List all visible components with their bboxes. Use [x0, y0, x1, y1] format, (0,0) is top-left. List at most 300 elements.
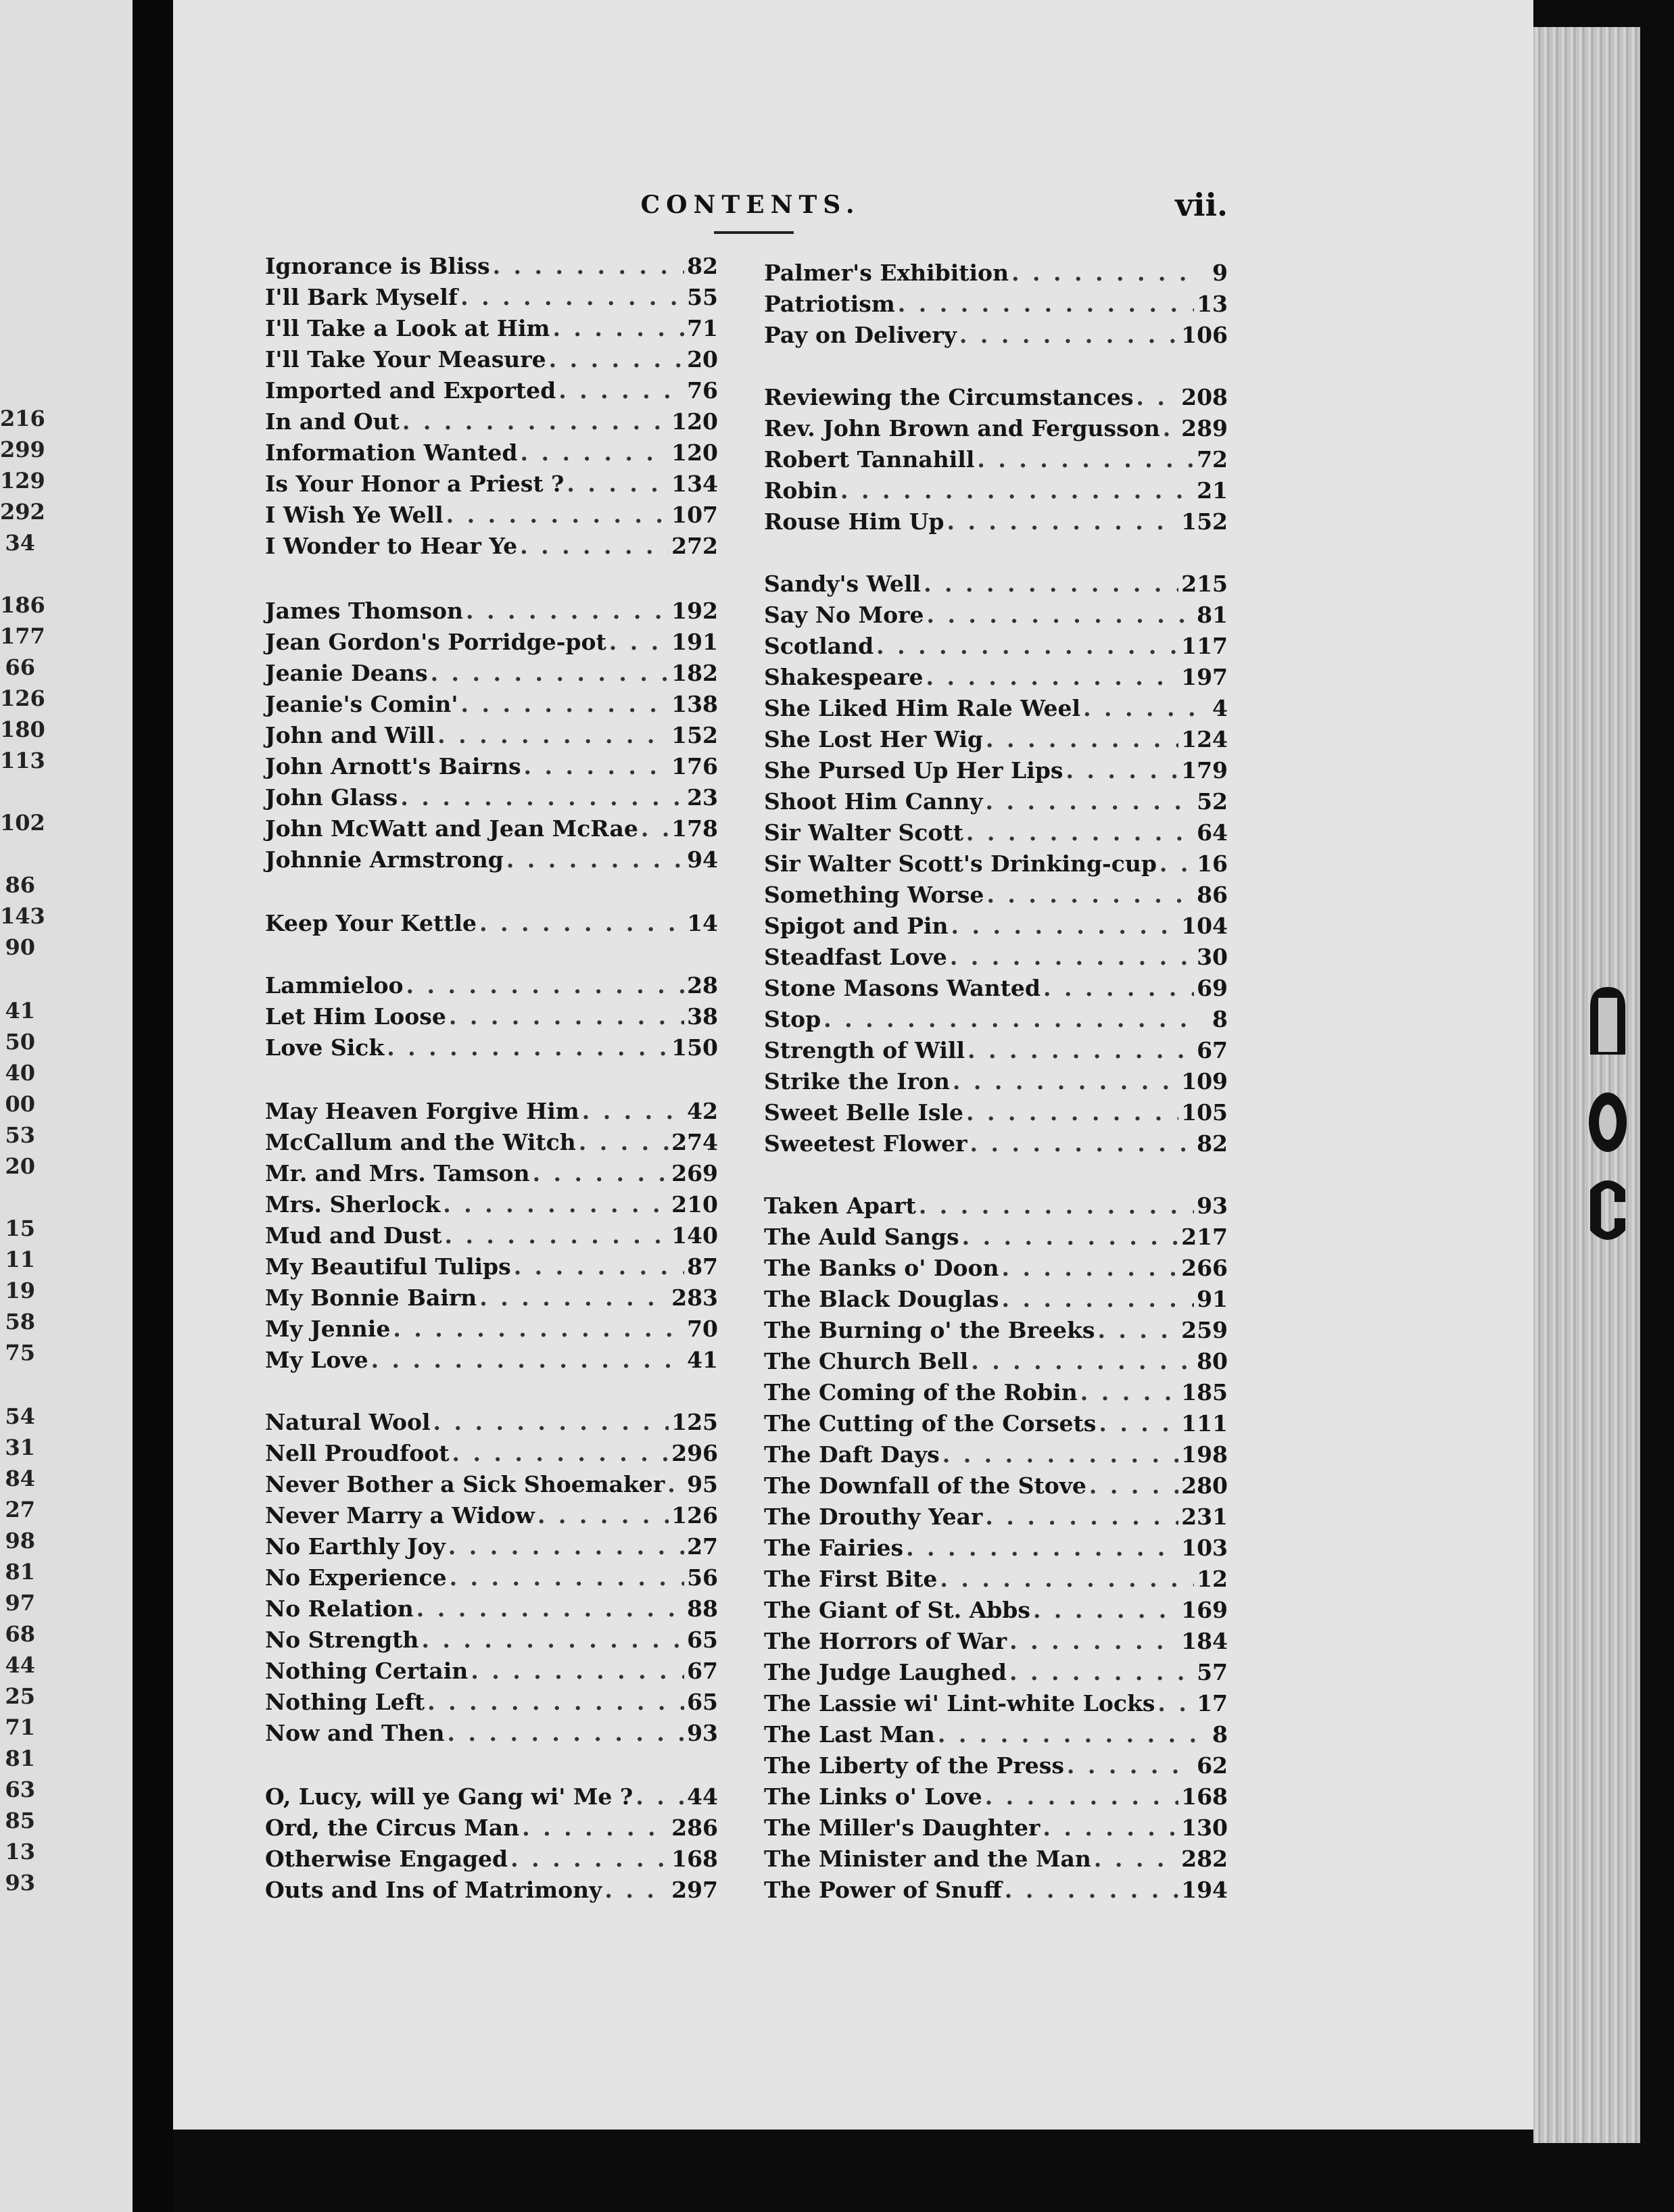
- facing-page-number: 180: [0, 717, 45, 742]
- entry-page-number: 169: [1181, 1597, 1228, 1623]
- contents-entry: [764, 1379, 1228, 1410]
- entry-title: Nothing Certain: [265, 1658, 469, 1684]
- entry-page-number: 182: [671, 660, 718, 686]
- entry-page-number: 168: [671, 1846, 718, 1872]
- entry-title: She Pursed Up Her Lips: [764, 757, 1063, 784]
- entry-title: Robin: [764, 477, 838, 504]
- contents-entry: [265, 1034, 718, 1065]
- entry-page-number: 9: [1212, 260, 1228, 286]
- dot-leader: [966, 819, 1194, 846]
- dot-leader: [942, 1441, 1178, 1468]
- entry-page-number: 152: [1181, 508, 1228, 535]
- contents-entry: [764, 1659, 1228, 1690]
- entry-page-number: 65: [687, 1627, 718, 1653]
- entry-page-number: 179: [1181, 757, 1228, 784]
- facing-page-number: 129: [0, 468, 45, 494]
- dot-leader: [1043, 1814, 1178, 1841]
- contents-entry: [265, 846, 718, 877]
- entry-title: Sir Walter Scott's Drinking-cup: [764, 850, 1157, 877]
- dot-leader: [371, 1347, 684, 1373]
- entry-title: I Wish Ye Well: [265, 502, 444, 528]
- entry-title: I'll Take a Look at Him: [265, 315, 550, 341]
- dot-leader: [959, 322, 1178, 348]
- facing-page-number: 41: [5, 998, 35, 1024]
- contents-entry: [764, 1317, 1228, 1348]
- entry-page-number: 109: [1181, 1068, 1228, 1095]
- dot-leader: [522, 1814, 669, 1841]
- dot-leader: [1159, 850, 1194, 877]
- entry-page-number: 191: [671, 629, 718, 655]
- entry-title: Keep Your Kettle: [265, 910, 477, 936]
- facing-page-number: 40: [5, 1060, 35, 1086]
- entry-title: The Minister and the Man: [764, 1846, 1091, 1872]
- entry-title: The Burning o' the Breeks: [764, 1317, 1095, 1343]
- entry-title: Spigot and Pin: [764, 913, 949, 939]
- facing-page-number: 216: [0, 406, 45, 431]
- entry-page-number: 107: [671, 502, 718, 528]
- facing-page-number: 126: [0, 686, 45, 711]
- contents-entry: [265, 1502, 718, 1533]
- entry-page-number: 217: [1181, 1224, 1228, 1250]
- contents-entry: [764, 1255, 1228, 1286]
- entry-page-number: 91: [1197, 1286, 1228, 1312]
- entry-page-number: 274: [671, 1129, 718, 1155]
- contents-entry: [764, 1535, 1228, 1566]
- contents-entry: [764, 1441, 1228, 1472]
- dot-leader: [1043, 975, 1194, 1001]
- entry-title: No Strength: [265, 1627, 419, 1653]
- facing-page-number: 113: [0, 748, 45, 773]
- dot-leader: [604, 1877, 669, 1903]
- dot-leader: [840, 477, 1194, 504]
- entry-title: O, Lucy, will ye Gang wi' Me ?: [265, 1783, 633, 1810]
- facing-page-number: 90: [5, 934, 35, 960]
- entry-page-number: 150: [671, 1034, 718, 1061]
- entry-title: The Judge Laughed: [764, 1659, 1007, 1685]
- dot-leader: [985, 1504, 1178, 1530]
- dot-leader: [940, 1566, 1194, 1592]
- dot-leader: [1001, 1255, 1178, 1281]
- contents-entry: [764, 664, 1228, 695]
- entry-title: Natural Wool: [265, 1409, 431, 1435]
- facing-page-number: 27: [5, 1497, 35, 1522]
- dot-leader: [443, 1191, 669, 1218]
- contents-entry: [764, 1814, 1228, 1846]
- dot-leader: [926, 664, 1178, 690]
- entry-page-number: 134: [671, 471, 718, 497]
- facing-page-number: 19: [5, 1278, 35, 1303]
- contents-column-right: [764, 260, 1228, 1936]
- entry-page-number: 41: [687, 1347, 718, 1373]
- facing-page-number: 44: [5, 1652, 35, 1678]
- facing-page-number: 81: [5, 1559, 35, 1585]
- facing-page-number: 15: [5, 1216, 35, 1241]
- entry-page-number: 208: [1181, 384, 1228, 410]
- entry-page-number: 176: [671, 753, 718, 779]
- entry-page-number: 105: [1181, 1099, 1228, 1126]
- facing-page-number: 102: [0, 810, 45, 836]
- contents-entry: [265, 598, 718, 629]
- dot-leader: [1009, 1659, 1194, 1685]
- dot-leader: [402, 408, 669, 435]
- entry-page-number: 23: [687, 784, 718, 811]
- entry-title: Now and Then: [265, 1720, 445, 1746]
- entry-title: Pay on Delivery: [764, 322, 957, 348]
- contents-entry: [265, 284, 718, 315]
- contents-entry: [265, 1877, 718, 1908]
- dot-leader: [537, 1502, 669, 1529]
- dot-leader: [906, 1535, 1178, 1561]
- contents-entry: [265, 660, 718, 691]
- dot-leader: [450, 1564, 685, 1591]
- contents-entry: [764, 1783, 1228, 1814]
- entry-page-number: 215: [1181, 571, 1228, 597]
- entry-page-number: 86: [1197, 882, 1228, 908]
- dot-leader: [966, 1099, 1178, 1126]
- dot-leader: [667, 1471, 684, 1497]
- entry-title: Steadfast Love: [764, 944, 947, 970]
- dot-leader: [986, 788, 1195, 815]
- entry-title: Shoot Him Canny: [764, 788, 983, 815]
- entry-page-number: 69: [1197, 975, 1228, 1001]
- dot-leader: [924, 571, 1178, 597]
- contents-entry: [764, 1224, 1228, 1255]
- entry-page-number: 104: [1181, 913, 1228, 939]
- contents-entry: [764, 1410, 1228, 1441]
- contents-entry: [764, 819, 1228, 850]
- entry-page-number: 266: [1181, 1255, 1228, 1281]
- contents-entry: [265, 1595, 718, 1627]
- dot-leader: [579, 1129, 669, 1155]
- entry-title: Reviewing the Circumstances: [764, 384, 1134, 410]
- contents-entry: [265, 1316, 718, 1347]
- facing-page-number: 54: [5, 1403, 35, 1429]
- contents-entry: [764, 384, 1228, 415]
- contents-entry: [265, 1253, 718, 1284]
- entry-page-number: 296: [671, 1440, 718, 1466]
- dot-leader: [433, 1409, 669, 1435]
- entry-page-number: 8: [1212, 1721, 1228, 1748]
- contents-entry: [764, 1099, 1228, 1130]
- dot-leader: [393, 1316, 684, 1342]
- dot-leader: [437, 722, 669, 748]
- facing-page-number: 75: [5, 1340, 35, 1366]
- dot-leader: [1001, 1286, 1194, 1312]
- entry-title: The Drouthy Year: [764, 1504, 983, 1530]
- dot-leader: [636, 1783, 684, 1810]
- dot-leader: [461, 691, 669, 717]
- contents-entry: [265, 784, 718, 815]
- entry-title: My Bonnie Bairn: [265, 1284, 477, 1311]
- facing-page-number: 98: [5, 1528, 35, 1554]
- entry-title: The Miller's Daughter: [764, 1814, 1041, 1841]
- entry-title: Strike the Iron: [764, 1068, 950, 1095]
- contents-entry: [764, 1597, 1228, 1628]
- entry-title: The Downfall of the Stove: [764, 1472, 1086, 1499]
- entry-page-number: 297: [671, 1877, 718, 1903]
- entry-page-number: 57: [1197, 1659, 1228, 1685]
- contents-entry: [265, 1284, 718, 1316]
- entry-page-number: 194: [1181, 1877, 1228, 1903]
- dot-leader: [510, 1846, 669, 1872]
- facing-page-number: 68: [5, 1621, 35, 1647]
- contents-entry: [265, 533, 718, 564]
- entry-page-number: 71: [687, 315, 718, 341]
- contents-entry: [265, 722, 718, 753]
- entry-page-number: 87: [687, 1253, 718, 1280]
- entry-page-number: 124: [1181, 726, 1228, 752]
- entry-title: Rev. John Brown and Fergusson: [764, 415, 1160, 441]
- entry-page-number: 30: [1197, 944, 1228, 970]
- entry-page-number: 88: [687, 1595, 718, 1622]
- contents-entry: [764, 726, 1228, 757]
- contents-entry: [265, 815, 718, 846]
- entry-page-number: 111: [1181, 1410, 1228, 1437]
- dot-leader: [1094, 1846, 1178, 1872]
- dot-leader: [427, 1689, 684, 1715]
- entry-page-number: 289: [1181, 415, 1228, 441]
- contents-entry: [764, 260, 1228, 291]
- dot-leader: [506, 846, 684, 873]
- dot-leader: [1067, 1752, 1194, 1779]
- entry-title: Sir Walter Scott: [764, 819, 963, 846]
- dot-leader: [449, 1003, 684, 1030]
- entry-title: The Last Man: [764, 1721, 935, 1748]
- entry-page-number: 178: [671, 815, 718, 842]
- dot-leader: [460, 284, 684, 310]
- entry-title: Love Sick: [265, 1034, 385, 1061]
- contents-entry: [265, 1720, 718, 1751]
- dot-leader: [1097, 1317, 1178, 1343]
- contents-entry: [764, 1846, 1228, 1877]
- dot-leader: [416, 1595, 684, 1622]
- entry-page-number: 76: [687, 377, 718, 404]
- entry-title: The Coming of the Robin: [764, 1379, 1078, 1405]
- contents-entry: [265, 1222, 718, 1253]
- dot-leader: [400, 784, 684, 811]
- entry-title: John and Will: [265, 722, 435, 748]
- contents-entry: [265, 253, 718, 284]
- entry-page-number: 120: [671, 408, 718, 435]
- entry-page-number: 93: [687, 1720, 718, 1746]
- facing-page-number: 20: [5, 1153, 35, 1179]
- dot-leader: [1099, 1410, 1178, 1437]
- entry-page-number: 20: [687, 346, 718, 372]
- contents-entry: [764, 1348, 1228, 1379]
- entry-page-number: 94: [687, 846, 718, 873]
- contents-entry: [265, 910, 718, 941]
- entry-title: In and Out: [265, 408, 400, 435]
- entry-title: The Daft Days: [764, 1441, 940, 1468]
- dot-leader: [970, 1130, 1195, 1157]
- dot-leader: [452, 1440, 669, 1466]
- entry-title: Nell Proudfoot: [265, 1440, 450, 1466]
- dot-leader: [431, 660, 669, 686]
- entry-title: May Heaven Forgive Him: [265, 1098, 579, 1124]
- entry-page-number: 286: [671, 1814, 718, 1841]
- entry-title: The Power of Snuff: [764, 1877, 1002, 1903]
- facing-page-number: 299: [0, 437, 45, 462]
- entry-page-number: 126: [671, 1502, 718, 1529]
- facing-page-number: 53: [5, 1122, 35, 1148]
- contents-entry: [764, 695, 1228, 726]
- dot-leader: [471, 1658, 684, 1684]
- contents-entry: [265, 408, 718, 439]
- book-gutter: [133, 0, 173, 2212]
- contents-entry: [764, 1193, 1228, 1224]
- dot-leader: [582, 1098, 684, 1124]
- entry-page-number: 42: [687, 1098, 718, 1124]
- dot-leader: [1163, 415, 1178, 441]
- dot-leader: [479, 910, 684, 936]
- dot-leader: [1157, 1690, 1194, 1716]
- entry-page-number: 65: [687, 1689, 718, 1715]
- entry-title: Taken Apart: [764, 1193, 916, 1219]
- entry-title: I Wonder to Hear Ye: [265, 533, 518, 559]
- entry-title: James Thomson: [265, 598, 464, 624]
- entry-title: Stop: [764, 1006, 821, 1032]
- dot-leader: [1066, 757, 1178, 784]
- entry-title: I'll Take Your Measure: [265, 346, 546, 372]
- entry-page-number: 4: [1212, 695, 1228, 721]
- entry-page-number: 14: [687, 910, 718, 936]
- entry-page-number: 185: [1181, 1379, 1228, 1405]
- dot-leader: [479, 1284, 669, 1311]
- entry-page-number: 82: [1197, 1130, 1228, 1157]
- dot-leader: [641, 815, 669, 842]
- entry-title: Sandy's Well: [764, 571, 922, 597]
- entry-title: Jeanie Deans: [265, 660, 428, 686]
- contents-entry: [265, 502, 718, 533]
- dot-leader: [1136, 384, 1178, 410]
- entry-page-number: 55: [687, 284, 718, 310]
- dot-leader: [876, 633, 1178, 659]
- facing-page-number: 50: [5, 1029, 35, 1055]
- entry-title: No Earthly Joy: [265, 1533, 446, 1560]
- dot-leader: [421, 1627, 684, 1653]
- entry-title: The Giant of St. Abbs: [764, 1597, 1030, 1623]
- facing-page-number: 84: [5, 1466, 35, 1491]
- edge-stamp-mark: [1581, 980, 1635, 1264]
- contents-entry: [764, 944, 1228, 975]
- contents-entry: [764, 1566, 1228, 1597]
- entry-title: I'll Bark Myself: [265, 284, 458, 310]
- entry-title: Nothing Left: [265, 1689, 425, 1715]
- entry-title: Never Bother a Sick Shoemaker: [265, 1471, 665, 1497]
- entry-page-number: 282: [1181, 1846, 1228, 1872]
- entry-page-number: 272: [671, 533, 718, 559]
- dot-leader: [552, 315, 684, 341]
- entry-page-number: 56: [687, 1564, 718, 1591]
- facing-page-number: 58: [5, 1309, 35, 1335]
- entry-title: Say No More: [764, 602, 924, 628]
- contents-column-left: [265, 253, 718, 1929]
- contents-entry: [764, 291, 1228, 322]
- dot-leader: [448, 1720, 685, 1746]
- entry-page-number: 62: [1197, 1752, 1228, 1779]
- entry-page-number: 197: [1181, 664, 1228, 690]
- entry-title: Mud and Dust: [265, 1222, 442, 1249]
- entry-title: Scotland: [764, 633, 874, 659]
- contents-entry: [764, 1037, 1228, 1068]
- facing-page-number: 97: [5, 1590, 35, 1616]
- contents-entry: [265, 1191, 718, 1222]
- contents-entry: [265, 1003, 718, 1034]
- contents-entry: [764, 322, 1228, 353]
- entry-title: She Liked Him Rale Weel: [764, 695, 1081, 721]
- facing-page-number: 81: [5, 1746, 35, 1771]
- dot-leader: [962, 1224, 1179, 1250]
- dot-leader: [1005, 1877, 1178, 1903]
- entry-page-number: 106: [1181, 322, 1228, 348]
- entry-title: Something Worse: [764, 882, 984, 908]
- contents-entry: [265, 346, 718, 377]
- dot-leader: [1080, 1379, 1178, 1405]
- contents-entry: [764, 477, 1228, 508]
- entry-title: The First Bite: [764, 1566, 938, 1592]
- entry-page-number: 192: [671, 598, 718, 624]
- dot-leader: [971, 1348, 1194, 1374]
- dot-leader: [493, 253, 684, 279]
- facing-page-number: 00: [5, 1091, 35, 1117]
- entry-title: Lammieloo: [265, 972, 404, 999]
- entry-title: Jeanie's Comin': [265, 691, 458, 717]
- dot-leader: [898, 291, 1194, 317]
- facing-page-number: 93: [5, 1870, 35, 1896]
- dot-leader: [1011, 260, 1198, 286]
- contents-entry: [764, 446, 1228, 477]
- entry-page-number: 28: [687, 972, 718, 999]
- entry-page-number: 52: [1197, 788, 1228, 815]
- entry-page-number: 130: [1181, 1814, 1228, 1841]
- contents-entry: [265, 972, 718, 1003]
- entry-page-number: 13: [1197, 291, 1228, 317]
- entry-title: The Banks o' Doon: [764, 1255, 999, 1281]
- entry-title: The Horrors of War: [764, 1628, 1007, 1654]
- facing-page-number: 13: [5, 1839, 35, 1865]
- entry-title: John Arnott's Bairns: [265, 753, 521, 779]
- contents-entry: [265, 471, 718, 502]
- contents-entry: [265, 1689, 718, 1720]
- entry-page-number: 95: [687, 1471, 718, 1497]
- entry-title: Outs and Ins of Matrimony: [265, 1877, 602, 1903]
- dot-leader: [953, 1068, 1178, 1095]
- contents-entry: [764, 1068, 1228, 1099]
- entry-title: Never Marry a Widow: [265, 1502, 535, 1529]
- entry-page-number: 283: [671, 1284, 718, 1311]
- entry-page-number: 280: [1181, 1472, 1228, 1499]
- entry-page-number: 168: [1181, 1783, 1228, 1810]
- contents-entry: [265, 1564, 718, 1595]
- dot-leader: [986, 726, 1178, 752]
- entry-page-number: 140: [671, 1222, 718, 1249]
- entry-title: No Relation: [265, 1595, 414, 1622]
- contents-entry: [764, 1752, 1228, 1783]
- contents-entry: [265, 439, 718, 471]
- contents-entry: [265, 315, 718, 346]
- contents-entry: [265, 753, 718, 784]
- entry-title: Ignorance is Bliss: [265, 253, 490, 279]
- dot-leader: [947, 508, 1178, 535]
- entry-title: Shakespeare: [764, 664, 924, 690]
- entry-page-number: 81: [1197, 602, 1228, 628]
- contents-entry: [764, 882, 1228, 913]
- entry-title: Otherwise Engaged: [265, 1846, 508, 1872]
- entry-title: John McWatt and Jean McRae: [265, 815, 638, 842]
- contents-entry: [764, 1006, 1228, 1037]
- facing-page-number: 292: [0, 499, 45, 525]
- entry-title: McCallum and the Witch: [265, 1129, 576, 1155]
